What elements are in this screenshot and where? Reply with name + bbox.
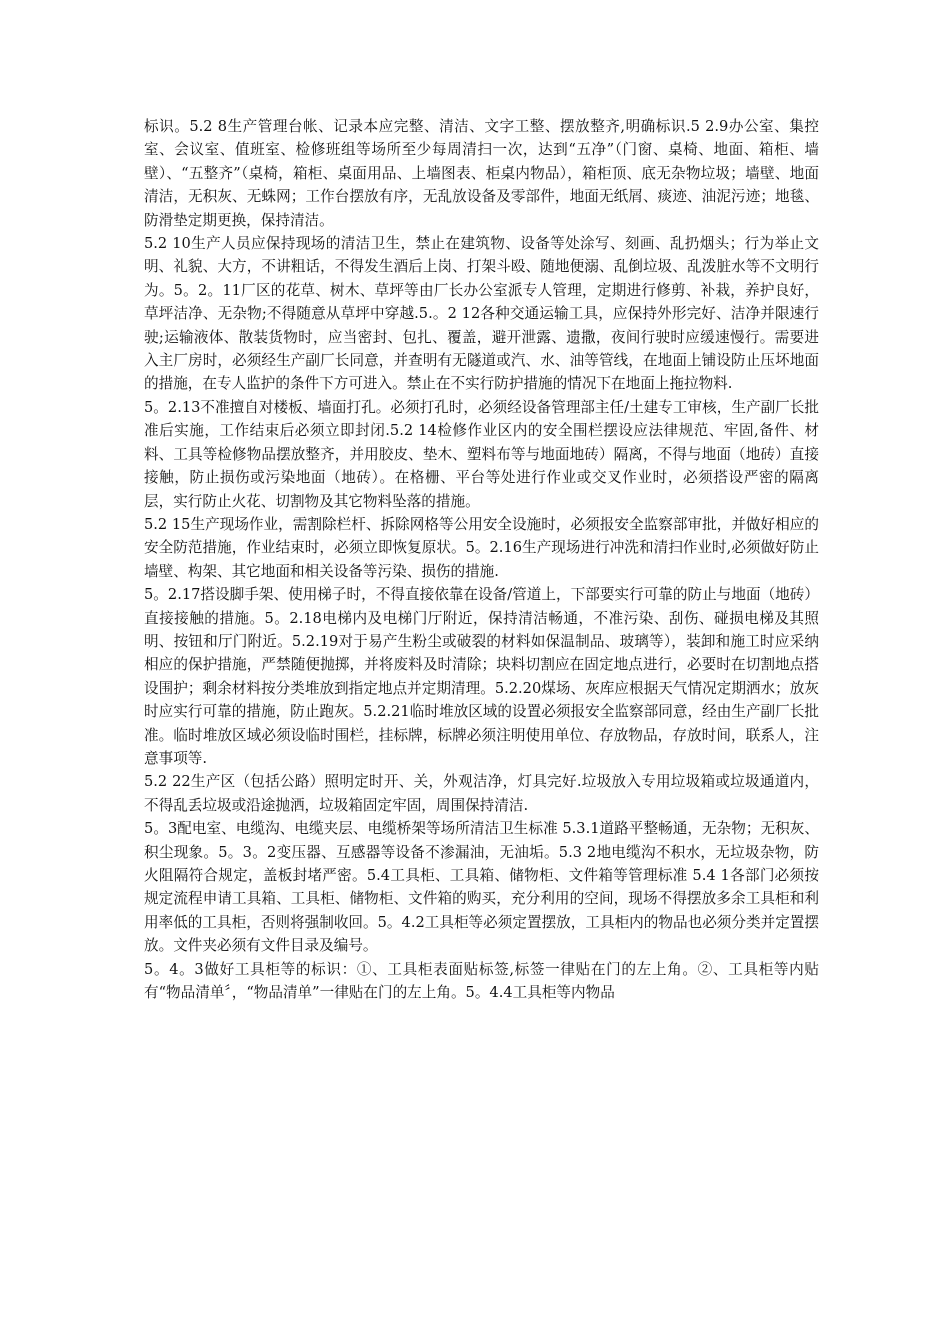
paragraph-1: 标识。5.2 8生产管理台帐、记录本应完整、清洁、文字工整、摆放整齐,明确标识.5 2.9办公室、集控室、会议室、值班室、检修班组等场所至少每周清扫一次，达到“五净”（门窗、桌椅、地面、箱柜、墙壁）、“五整齐”（桌椅，箱柜、桌面用品、上墙图表、柜桌内物品），箱柜顶、底无杂物垃圾；墙壁、地面清洁，无积灰、无蛛网；工作台摆放有序，无乱放设备及零部件，地面无纸屑、痰迹、油泥污迹；地毯、防滑垫定期更换，保持清洁。: [144, 118, 819, 229]
paragraph-4: 5.2 15生产现场作业，需割除栏杆、拆除网格等公用安全设施时，必须报安全监察部审批，并做好相应的安全防范措施，作业结束时，必须立即恢复原状。5。2.16生产现场进行冲洗和清扫作业时,必须做好防止墙壁、构架、其它地面和相关设备等污染、损伤的措施.: [144, 515, 819, 580]
paragraph-3: 5。2.13不准擅自对楼板、墙面打孔。必须打孔时，必须经设备管理部主任/土建专工审核，生产副厂长批准后实施，工作结束后必须立即封闭.5.2 14检修作业区内的安全围栏摆设应法律规范、牢固,备件、材料、工具等检修物品摆放整齐，并用胶皮、垫木、塑料布等与地面地砖）隔离，不得与地面（地砖）直接接触，防止损伤或污染地面（地砖）。在格栅、平台等处进行作业或交叉作业时，必须搭设严密的隔离层，实行防止火花、切割物及其它物料坠落的措施。: [144, 398, 819, 510]
paragraph-2: 5.2 10生产人员应保持现场的清洁卫生，禁止在建筑物、设备等处涂写、刻画、乱扔烟头；行为举止文明、礼貌、大方，不讲粗话，不得发生酒后上岗、打架斗殴、随地便溺、乱倒垃圾、乱泼脏水等不文明行为。5。2。11厂区的花草、树木、草坪等由厂长办公室派专人管理，定期进行修剪、补栽，养护良好，草坪洁净、无杂物;不得随意从草坪中穿越.5.。2 12各种交通运输工具，应保持外形完好、洁净并限速行驶;运输液体、散装货物时，应当密封、包扎、覆盖，避开泄露、遗撒，夜间行驶时应缓速慢行。需要进入主厂房时，必须经生产副厂长同意，并查明有无隧道或汽、水、油等管线，在地面上铺设防止压坏地面的措施，在专人监护的条件下方可进入。禁止在不实行防护措施的情况下在地面上拖拉物料.: [144, 235, 819, 393]
paragraph-7: 5。3配电室、电缆沟、电缆夹层、电缆桥架等场所清洁卫生标准 5.3.1道路平整畅通，无杂物；无积灰、积尘现象。5。3。2变压器、互感器等设备不渗漏油，无油垢。5.3 2地电缆沟不积水，无垃圾杂物，防火阻隔符合规定，盖板封堵严密。5.4工具柜、工具箱、储物柜、文件箱等管理标准 5.4 1各部门必须按规定流程申请工具箱、工具柜、储物柜、文件箱的购买，充分利用的空间，现场不得摆放多余工具柜和利用率低的工具柜，否则将强制收回。5。4.2工具柜等必须定置摆放，工具柜内的物品也必须分类并定置摆放。文件夹必须有文件目录及编号。: [144, 820, 819, 955]
paragraph-6: 5.2 22生产区（包括公路）照明定时开、关，外观洁净，灯具完好.垃圾放入专用垃圾箱或垃圾通道内，不得乱丢垃圾或沿途抛洒，垃圾箱固定牢固，周围保持清洁.: [144, 773, 819, 814]
paragraph-5: 5。2.17搭设脚手架、使用梯子时，不得直接依靠在设备/管道上，下部要实行可靠的防止与地面（地砖）直接接触的措施。5。2.18电梯内及电梯门厅附近，保持清洁畅通，不准污染、刮伤、碰损电梯及其照明、按钮和厅门附近。5.2.19对于易产生粉尘或破裂的材料如保温制品、玻璃等），装卸和施工时应采纳相应的保护措施，严禁随便抛掷，并将废料及时清除；块料切割应在固定地点进行，必要时在切割地点搭设围护；剩余材料按分类堆放到指定地点并定期清理。5.2.20煤场、灰库应根据天气情况定期洒水；放灰时应实行可靠的措施，防止跑灰。5.2.21临时堆放区域的设置必须报安全监察部同意，经由生产副厂长批准。临时堆放区域必须设临时围栏，挂标牌，标牌必须注明使用单位、存放物品，存放时间，联系人，注意事项等.: [144, 586, 819, 767]
paragraph-8: 5。4。3做好工具柜等的标识：①、工具柜表面贴标签,标签一律贴在门的左上角。②、工具柜等内贴有“物品清单〞，“物品清单”一律贴在门的左上角。5。4.4工具柜等内物品: [144, 960, 819, 1002]
document-page: [144, 115, 819, 1004]
